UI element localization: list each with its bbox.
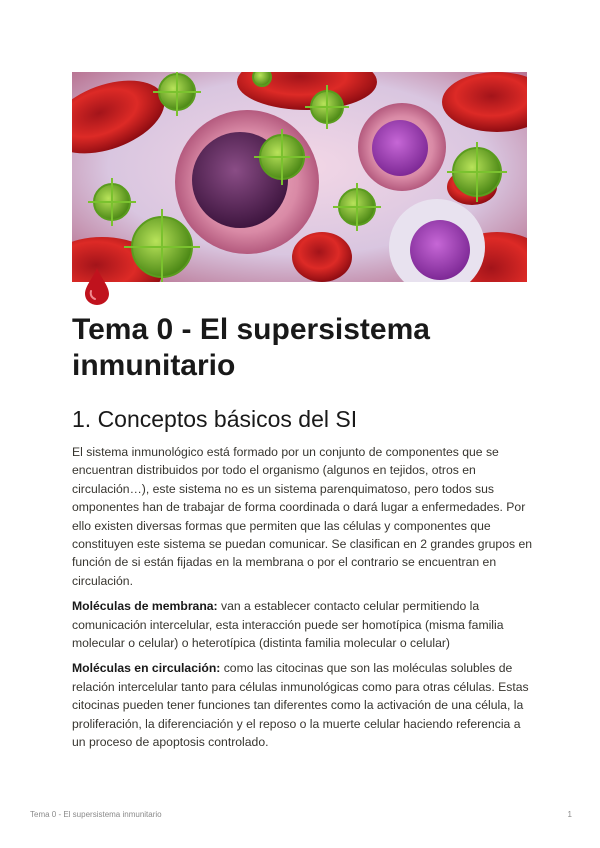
circulation-text: como las citocinas que son las moléculas solubles de relación intercelular tanto para células inmunológicas como para otras células. Estas citocinas pueden tener funciones tan diferentes como la activación de una célula, la proliferación, la diferenciación y el reposo o la muerte celular haciendo referencia a un proceso de apoptosis controlado. — [72, 661, 529, 750]
immune-cells-illustration — [72, 72, 527, 282]
page-footer — [30, 810, 572, 819]
footer-title: Tema 0 - El supersistema inmunitario — [30, 810, 162, 819]
blood-drop-icon — [82, 266, 112, 306]
circulation-paragraph — [72, 659, 532, 751]
membrane-term: Moléculas de membrana: — [72, 599, 218, 614]
membrane-text: van a establecer contacto celular permitiendo la comunicación intercelular, esta interacción puede ser homotípica (misma familia molecular o celular) o heterotípica (distinta familia molecular o celular) — [72, 599, 504, 651]
membrane-paragraph — [72, 597, 532, 652]
document-body — [72, 443, 532, 759]
section-heading: 1. Conceptos básicos del SI — [72, 406, 358, 432]
page-number: 1 — [567, 810, 572, 819]
intro-paragraph: El sistema inmunológico está formado por un conjunto de componentes que se encuentran distribuidos por todo el organismo (algunos en tejidos, otros en circulación…), este sistema no es un sistema parenquimatoso, pero todos sus omponentes han de trabajar de forma coordinada o dará lugar a enfermedades. Por ello existen diversas formas que permiten que las células y componentes que constituyen este sistema se puedan comunicar. Se clasifican en 2 grandes grupos en función de si están fijadas en la membrana o por el contrario se encuentran en circulación. — [72, 445, 533, 588]
circulation-term: Moléculas en circulación: — [72, 661, 221, 676]
cover-image — [72, 72, 527, 282]
page-title: Tema 0 - El supersistema inmunitario — [72, 313, 430, 382]
